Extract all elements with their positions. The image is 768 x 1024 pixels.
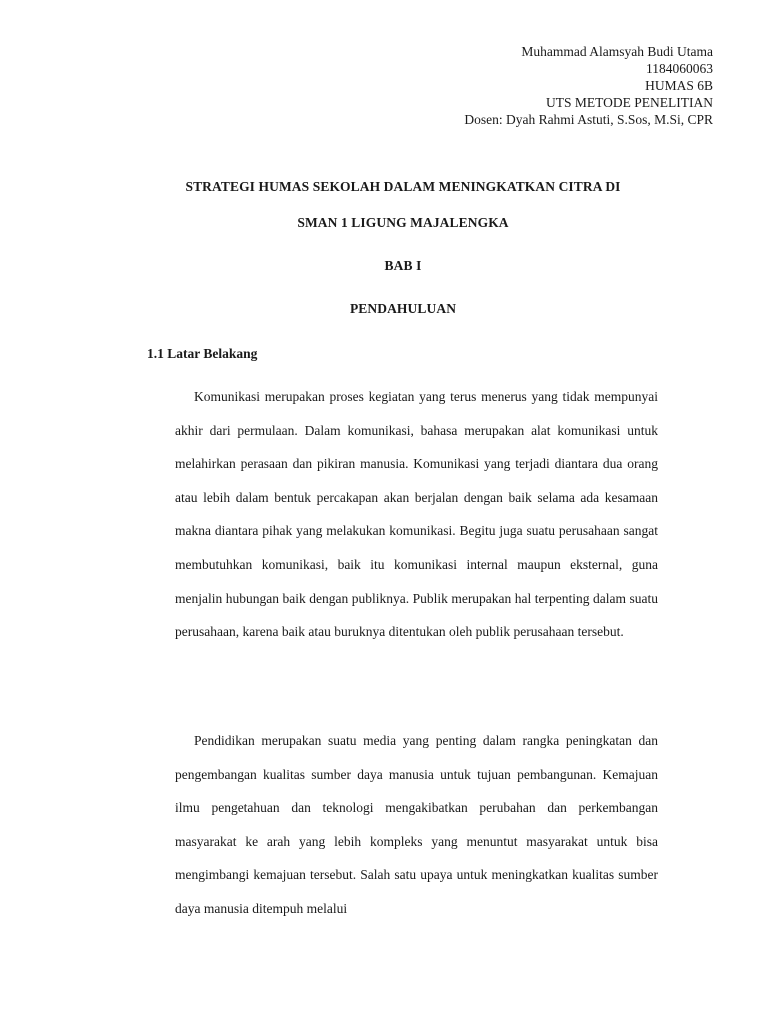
lecturer-name: Dosen: Dyah Rahmi Astuti, S.Sos, M.Si, CPR [464, 112, 713, 127]
document-title-line-1: STRATEGI HUMAS SEKOLAH DALAM MENINGKATKAN CITRA DI [185, 179, 621, 194]
chapter-number: BAB I [384, 258, 422, 273]
document-title-line-2: SMAN 1 LIGUNG MAJALENGKA [297, 215, 509, 230]
author-info-block [464, 43, 713, 128]
paragraph-1: Komunikasi merupakan proses kegiatan yang terus menerus yang tidak mempunyai akhir dari permulaan. Dalam komunikasi, bahasa merupakan alat komunikasi untuk melahirkan perasaan dan pikiran manusia. Komunikasi yang terjadi diantara dua orang atau lebih dalam bentuk percakapan akan berjalan dengan baik selama ada kesamaan makna diantara pihak yang melakukan komunikasi. Begitu juga suatu perusahaan sangat membutuhkan komunikasi, baik itu komunikasi internal maupun eksternal, guna menjalin hubungan baik dengan publiknya. Publik merupakan hal terpenting dalam suatu perusahaan, karena baik atau buruknya ditentukan oleh publik perusahaan tersebut. [175, 389, 658, 640]
course-name: UTS METODE PENELITIAN [546, 95, 713, 110]
author-name: Muhammad Alamsyah Budi Utama [521, 44, 713, 59]
section-heading: 1.1 Latar Belakang [147, 346, 258, 361]
chapter-name: PENDAHULUAN [349, 301, 457, 316]
student-id: 1184060063 [646, 61, 713, 76]
class-name: HUMAS 6B [645, 78, 713, 93]
paragraph-2: Pendidikan merupakan suatu media yang penting dalam rangka peningkatan dan pengembangan kualitas sumber daya manusia untuk tujuan pembangunan. Kemajuan ilmu pengetahuan dan teknologi mengakibatkan perubahan dan perkembangan masyarakat ke arah yang lebih kompleks yang menuntut masyarakat untuk bisa mengimbangi kemajuan tersebut. Salah satu upaya untuk meningkatkan kualitas sumber daya manusia ditempuh melalui [175, 733, 658, 916]
